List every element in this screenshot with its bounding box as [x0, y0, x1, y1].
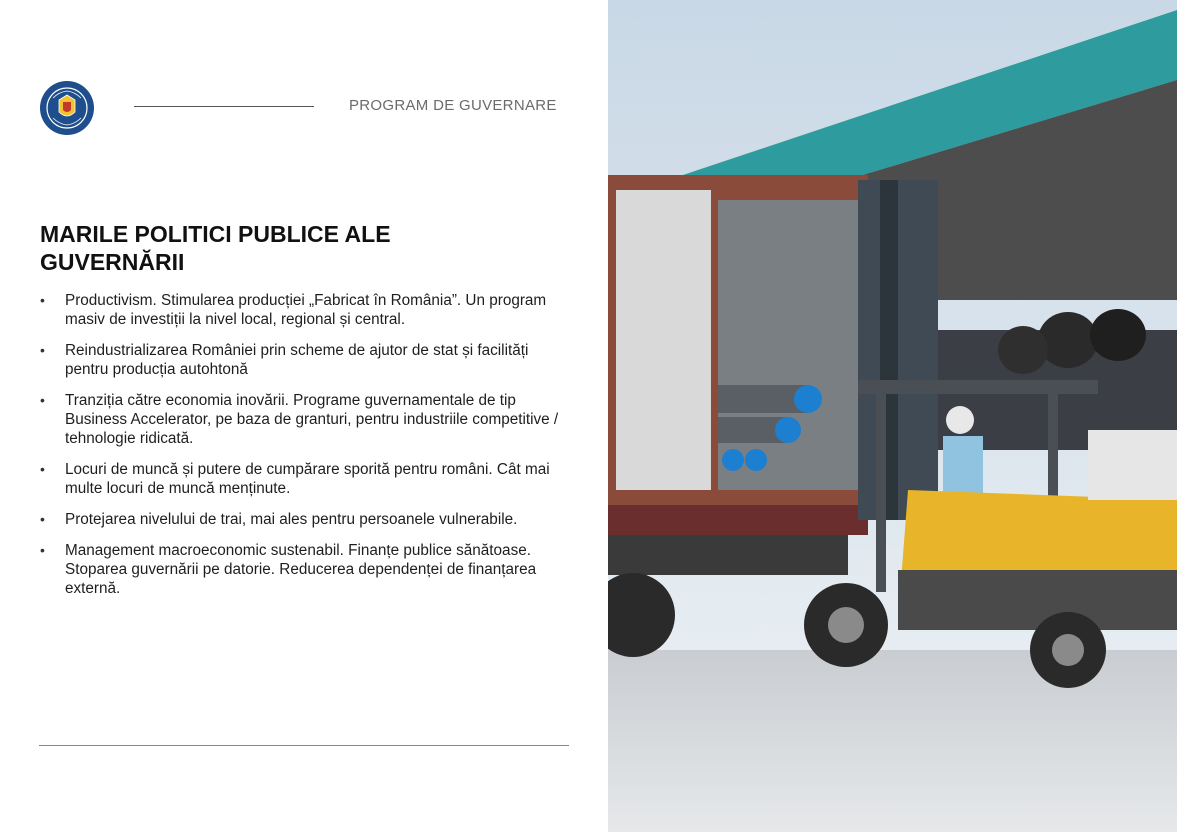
list-item-text: Locuri de muncă și putere de cumpărare sporită pentru români. Cât mai multe locuri de muncă menținute. — [65, 461, 550, 497]
list-item-text: Protejarea nivelului de trai, mai ales pentru persoanele vulnerabile. — [65, 511, 518, 528]
policy-list — [40, 291, 560, 610]
list-item — [40, 391, 560, 448]
list-item-text: Productivism. Stimularea producției „Fabricat în România”. Un program masiv de investiții la nivel local, regional și central. — [65, 292, 547, 328]
list-item — [40, 460, 560, 498]
bullet-icon: • — [40, 342, 45, 358]
bullet-icon: • — [40, 461, 45, 477]
photo-illustration — [608, 0, 1177, 832]
bullet-icon: • — [40, 511, 45, 527]
footer-divider — [39, 745, 569, 746]
page-title: MARILE POLITICI PUBLICE ALE GUVERNĂRII — [40, 221, 391, 275]
list-item — [40, 510, 560, 529]
list-item-text: Tranziția către economia inovării. Programe guvernamentale de tip Business Accelerator, pe baza de granturi, pentru industriile competitive / tehnologie ridicată. — [65, 392, 559, 447]
document-section-title: PROGRAM DE GUVERNARE — [349, 97, 557, 114]
forklift-loading-container-photo — [608, 0, 1177, 832]
government-seal-logo — [39, 80, 95, 136]
list-item-text: Management macroeconomic sustenabil. Finanțe publice sănătoase. Stoparea guvernării pe datorie. Reducerea dependenței de finanțarea externă. — [65, 542, 537, 597]
bullet-icon: • — [40, 542, 45, 558]
list-item — [40, 291, 560, 329]
bullet-icon: • — [40, 392, 45, 408]
header-divider — [134, 106, 314, 107]
list-item-text: Reindustrializarea României prin scheme de ajutor de stat și facilități pentru producția autohtonă — [65, 342, 529, 378]
list-item — [40, 541, 560, 598]
list-item — [40, 341, 560, 379]
bullet-icon: • — [40, 292, 45, 308]
